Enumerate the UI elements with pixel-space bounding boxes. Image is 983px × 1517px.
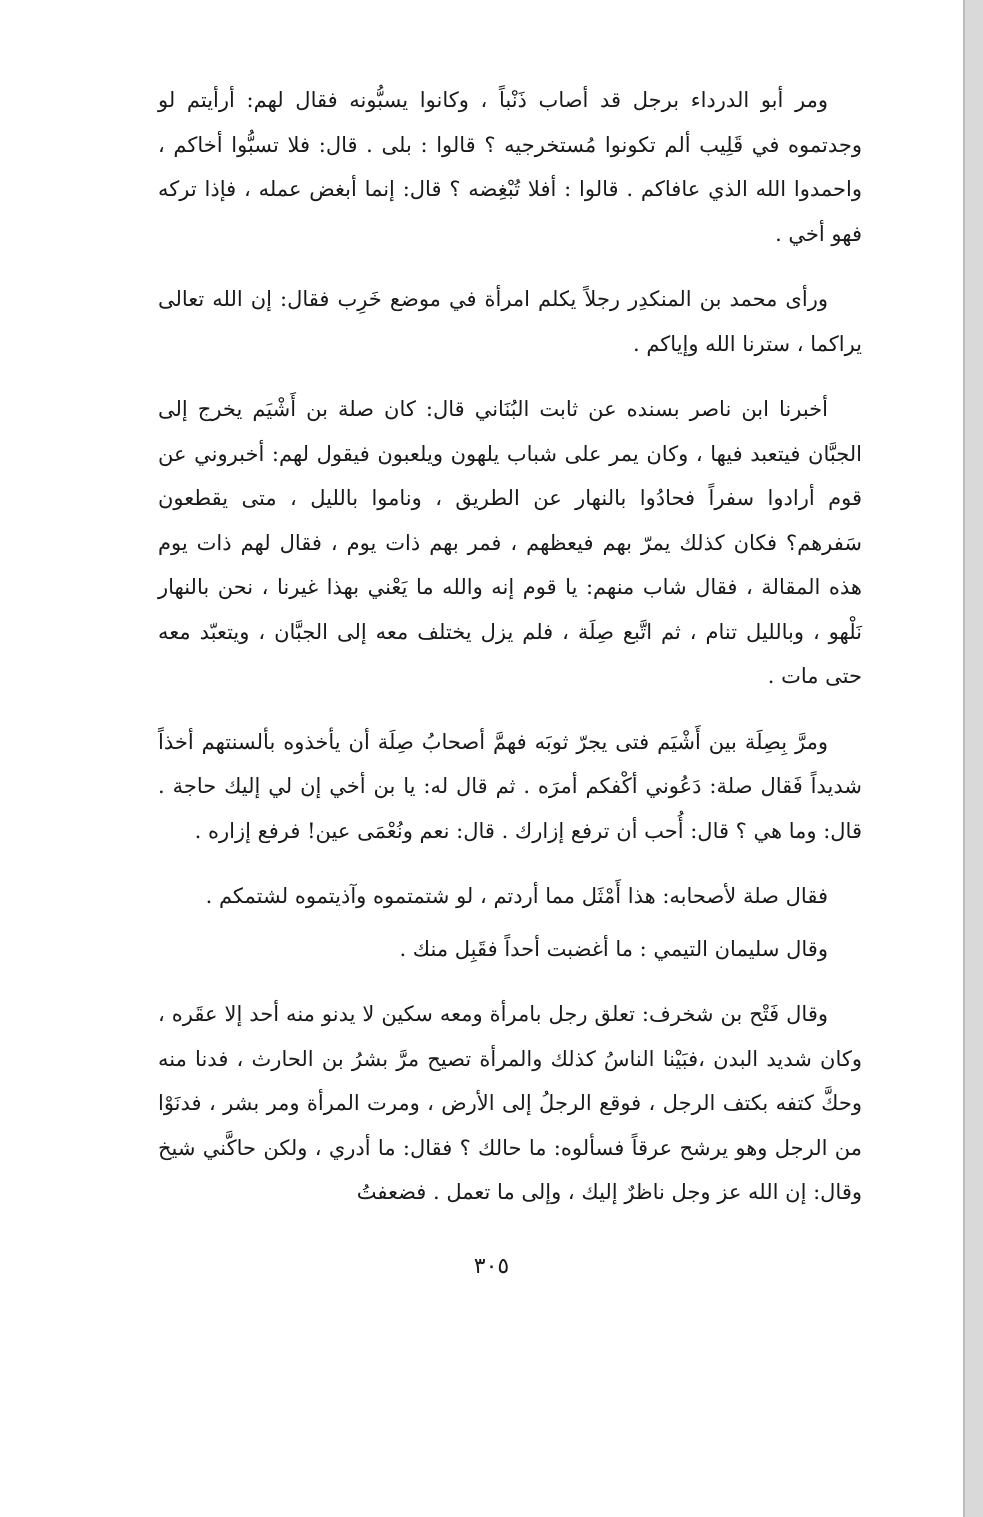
page-number: ٣٠٥ — [473, 1254, 510, 1279]
paragraph-sila-companions: فقال صلة لأصحابه: هذا أَمْثَل مما أردتم ، لو شتمتموه وآذيتموه لشتمكم . — [205, 884, 828, 908]
paragraph-sila-ibn-ashyam: أخبرنا ابن ناصر بسنده عن ثابت البُنَاني قال: كان صلة بن أَشْيَم يخرج إلى الجبَّان فيتعبد فيها ، وكان يمر على شباب يلهون ويلعبون فيقول لهم: أخبروني عن قوم أرادوا سفراً فحادُوا بالنهار عن الطريق ، وناموا بالليل ، متى يقطعون سَفرهم؟ فكان كذلك يمرّ بهم فيعظهم ، فمر بهم ذات يوم ، فقال لهم ذات يوم هذه المقالة ، فقال شاب منهم: يا قوم إنه والله ما يَعْني بهذا غيرنا ، نحن بالنهار نَلْهو ، وبالليل تنام ، ثم اتَّبع صِلَة ، فلم يزل يختلف معه إلى الجبَّان ، ويتعبّد معه حتى مات . — [158, 397, 862, 688]
paragraph-sulayman-taymi: وقال سليمان التيمي : ما أغضبت أحداً فقَبِل منك . — [399, 936, 828, 961]
paragraph-abu-darda: ومر أبو الدرداء برجل قد أصاب ذَنْباً ، وكانوا يسبُّونه فقال لهم: أرأيتم لو وجدتموه في قَلِيب ألم تكونوا مُستخرجيه ؟ قالوا : بلى . قال: فلا تسبُّوا أخاكم ، واحمدوا الله الذي عافاكم . قالوا : أفلا تُبْغِضه ؟ قال: إنما أبغض عمله ، فإذا تركه فهو أخي . — [158, 88, 862, 246]
paragraph-sila-young-man: ومرَّ بِصِلَة بين أَشْيَم فتى يجرّ ثوبَه فهمَّ أصحابُ صِلَة أن يأخذوه بألسنتهم أخذاً شديداً فَقال صلة: دَعُوني أكْفكم أمرَه . ثم قال له: يا بن أخي إن لي إليك حاجة . قال: وما هي ؟ قال: أُحب أن ترفع إزارك . قال: نعم ونُعْمَى عين! فرفع إزاره . — [158, 729, 862, 843]
paragraph-ibn-munkadir: ورأى محمد بن المنكدِر رجلاً يكلم امرأة في موضع خَرِب فقال: إن الله تعالى يراكما ، سترنا الله وإياكم . — [158, 287, 862, 356]
scan-binding-edge — [965, 0, 983, 1517]
paragraph-fath-ibn-shakhraf: وقال فَتْح بن شخرف: تعلق رجل بامرأة ومعه سكين لا يدنو منه أحد إلا عقَره ، وكان شديد البدن ،فبَيْنا الناسُ كذلك والمرأة تصيح مرَّ بشرُ بن الحارث ، فدنا منه وحكَّ كتفه بكتف الرجل ، فوقع الرجلُ إلى الأرض ، ومرت المرأة ومر بشر ، فدنَوْا من الرجل وهو يرشح عرقاً فسألوه: ما حالك ؟ فقال: ما أدري ، ولكن حاكَّني شيخ وقال: إن الله عز وجل ناظرٌ إليك ، وإلى ما تعمل . فضعفتُ — [158, 1002, 862, 1204]
book-page-body — [158, 78, 862, 1236]
